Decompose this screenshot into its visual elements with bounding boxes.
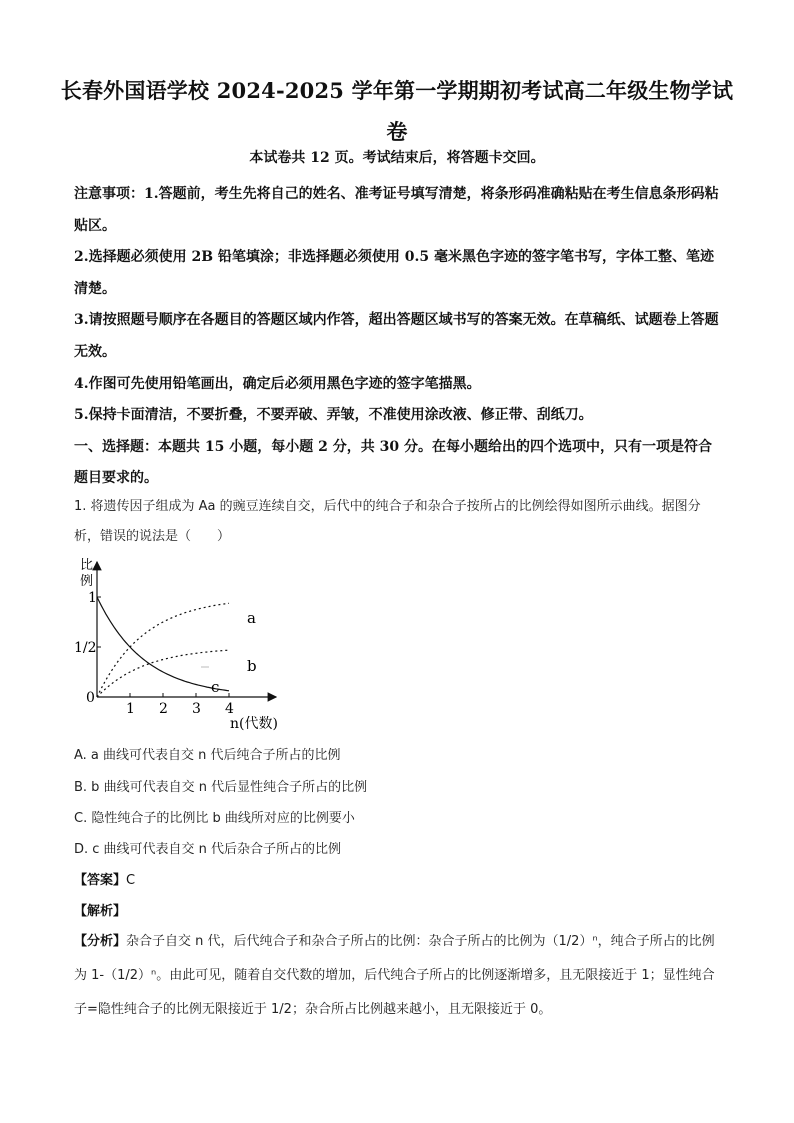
answer-line	[74, 869, 135, 888]
y-tick-label: 0	[86, 690, 95, 706]
analysis-heading	[74, 900, 126, 919]
note-1: 注意事项：1.答题前，考生先将自己的姓名、准考证号填写清楚，将条形码准确粘贴在考生信息条形码粘贴区。	[74, 186, 719, 234]
note-3: 3.请按照题号顺序在各题目的答题区域内作答，超出答题区域书写的答案无效。在草稿纸、试题卷上答题无效。	[74, 312, 719, 360]
y-tick-label: 1/2	[74, 640, 97, 656]
option-a[interactable]: A. a 曲线可代表自交 n 代后纯合子所占的比例	[74, 748, 341, 763]
analysis-paragraph	[74, 925, 724, 1027]
answer-value: C	[126, 873, 136, 888]
note-4: 4.作图可先使用铅笔画出，确定后必须用黑色字迹的签字笔描黑。	[74, 375, 481, 392]
exam-title: 长春外国语学校 2024-2025 学年第一学期期初考试高二年级生物学试卷	[60, 78, 734, 144]
instructions	[74, 179, 724, 495]
note-2: 2.选择题必须使用 2B 铅笔填涂；非选择题必须使用 0.5 毫米黑色字迹的签字笔书写，字体工整、笔迹清楚。	[74, 249, 715, 297]
series-a-label: a	[247, 609, 256, 627]
section-heading: 一、选择题：本题共 15 小题，每小题 2 分，共 30 分。在每小题给出的四个选项中，只有一项是符合题目要求的。	[74, 438, 712, 487]
series-c-label: c	[211, 678, 220, 696]
option-d[interactable]: D. c 曲线可代表自交 n 代后杂合子所占的比例	[74, 842, 342, 857]
x-tick-label: 1	[126, 701, 135, 717]
series-b-line	[97, 650, 229, 697]
x-tick-label: 3	[192, 701, 201, 717]
series-b-label: b	[247, 657, 257, 675]
option-c[interactable]: C. 隐性纯合子的比例比 b 曲线所对应的比例要小	[74, 811, 355, 826]
analysis-text: 杂合子自交 n 代，后代纯合子和杂合子所占的比例：杂合子所占的比例为（1/2）ⁿ，纯合子所占的比例为 1-（1/2）ⁿ。由此可见，随着自交代数的增加，后代纯合子所占的比例逐渐增多，且无限接近于 1；显性纯合子=隐性纯合子的比例无限接近于 1/2；杂合所占比例越来越小，且无限接近于 0。	[74, 934, 715, 1017]
x-tick-label: 4	[225, 701, 234, 717]
x-tick-label: 2	[159, 701, 168, 717]
question-1-stem: 1. 将遗传因子组成为 Aa 的豌豆连续自交，后代中的纯合子和杂合子按所占的比例绘得如图所示曲线。据图分析，错误的说法是（ ）	[74, 499, 701, 544]
analysis-label: 【分析】	[74, 934, 127, 949]
answer-tag: 【答案】	[74, 873, 127, 888]
series-c-line	[97, 597, 229, 691]
y-tick-label: 1	[88, 590, 97, 606]
y-axis-label-2: 例	[80, 574, 94, 589]
exam-subtitle: 本试卷共 12 页。考试结束后，将答题卡交回。	[249, 150, 545, 166]
x-axis-label: n(代数)	[230, 716, 278, 732]
note-5: 5.保持卡面清洁，不要折叠，不要弄破、弄皱，不准使用涂改液、修正带、刮纸刀。	[74, 407, 593, 424]
series-a-line	[97, 603, 229, 697]
ratio-curve-chart	[66, 552, 306, 732]
option-b[interactable]: B. b 曲线可代表自交 n 代后显性纯合子所占的比例	[74, 780, 368, 795]
analysis-tag: 【解析】	[74, 904, 127, 919]
y-axis-label-1: 比	[80, 558, 94, 573]
